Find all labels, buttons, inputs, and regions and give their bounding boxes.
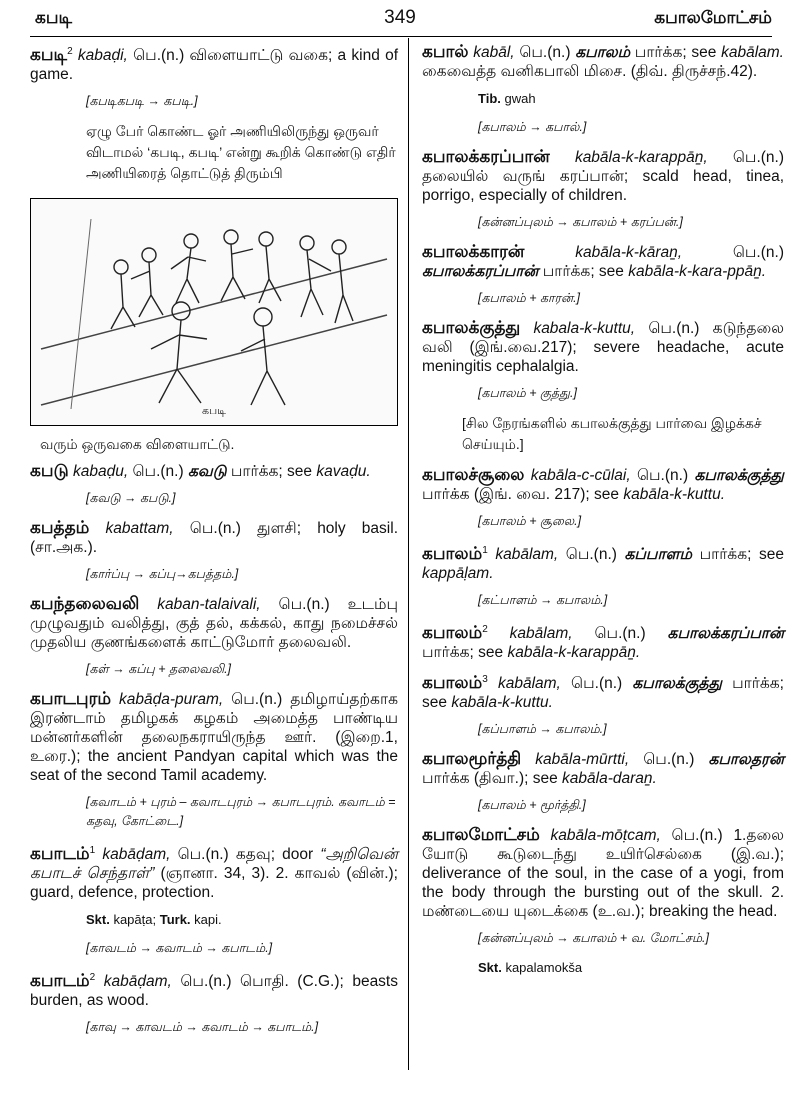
- headword: கபாடம்: [30, 844, 90, 864]
- transliteration: kabāla-mūrtti,: [535, 751, 630, 769]
- header-rule: [30, 36, 772, 37]
- etymology: [கன்னப்புலம் → கபாலம் + கரப்பன்.]: [478, 215, 683, 229]
- headword: கபாலம்: [422, 623, 483, 643]
- definition: பெ.(n.) 1.தலை யோடு கூடுடைந்து உயிர்செல்கை (இ.வ.); deliverance of the soul, in the case of a yogi, from the body through the bursting out of the skull. 2. மண்டையை யுடைக்கை (உ.வ.); breaking the head.: [422, 827, 784, 921]
- transliteration: kabāl,: [473, 44, 515, 61]
- cross-reference: கபாலக்கரப்பான்: [667, 625, 784, 643]
- see-reference: kappāḷam.: [422, 565, 494, 583]
- definition: பெ.(n.) கடுந்தலை வலி (இங்.வை.217); severe headache, acute meningitis cephalalgia.: [422, 320, 785, 375]
- entry-kabadapuram: [30, 689, 398, 785]
- kabaddi-illustration: [30, 198, 398, 426]
- definition: பெ.(n.) துளசி; holy basil. (சா.அக.).: [30, 520, 398, 557]
- cross-reference: கப்பாளம்: [624, 546, 693, 564]
- definition: பெ.(n.): [572, 625, 668, 643]
- definition: பெ.(n.) பொதி. (C.G.); beasts burden, as wood.: [30, 973, 398, 1010]
- transliteration: kabāla-k-karappāṉ,: [574, 149, 708, 166]
- definition-cont: பார்க்க; see: [422, 644, 508, 662]
- etymology: [கபாலம் + காரன்.]: [478, 291, 581, 305]
- definition-cont: பார்க்க; see: [538, 263, 629, 280]
- see-reference: kabāla-k-kara-ppāṉ.: [628, 263, 767, 280]
- entry-kabadu: [30, 461, 398, 481]
- cross-reference: கபாலக்கரப்பான்: [422, 263, 539, 280]
- definition-cont: பார்க்க (இங். வை. 217); see: [422, 486, 624, 503]
- etymology: [கபடிகபடி → கபடி.]: [86, 94, 198, 109]
- entry-kabalakkarappan: [422, 147, 784, 205]
- entry-kabantalaivali: [30, 594, 398, 652]
- headword: கபாலக்காரன்: [422, 242, 525, 261]
- definition: பெ.(n.): [630, 467, 695, 484]
- entry-kabalamurtti: [422, 749, 784, 788]
- column-divider: [408, 38, 409, 1070]
- cognate-word: gwah: [500, 91, 536, 106]
- headword: கபாடபுரம்: [30, 689, 112, 709]
- transliteration: kabala-k-kuttu,: [533, 320, 636, 337]
- quotation: “அறிவென் கபாடச் செந்தாள்”: [30, 846, 398, 883]
- homonym-number: 2: [482, 624, 488, 636]
- etymology: [கள் → கப்பு + தலைவலி.]: [86, 662, 232, 677]
- definition: பெ.(n.): [558, 546, 625, 564]
- headword: கபாலக்குத்து: [422, 318, 521, 337]
- etymology: [கபாலம் → கபால்.]: [478, 120, 587, 134]
- cross-reference: கவடு: [187, 463, 227, 481]
- transliteration: kabāla-c-cūlai,: [530, 467, 631, 484]
- lang-abbrev: Turk.: [159, 912, 191, 928]
- definition-cont: (ஞானா. 34, 3). 2. காவல் (வின்.); guard, defence, protection.: [30, 865, 398, 902]
- cross-reference: கபாலக்குத்து: [694, 467, 784, 484]
- entry-kabalam-3: [422, 670, 784, 712]
- cognate-note: [478, 958, 784, 977]
- entry-kabal: [422, 42, 784, 81]
- entry-kabalam-1: [422, 541, 784, 583]
- left-column: [30, 42, 398, 1047]
- headword: கபாடம்: [30, 971, 90, 991]
- transliteration: kabaḍi,: [77, 47, 128, 65]
- transliteration: kabālam,: [509, 625, 573, 643]
- entry-kabadam-2: [30, 968, 398, 1010]
- see-reference: kabālam.: [721, 44, 784, 61]
- entry-kabadam-1: [30, 841, 398, 902]
- etymology: [கபாலம் + மூர்த்தி.]: [478, 798, 586, 813]
- see-reference: kabāla-daraṉ.: [562, 770, 657, 788]
- cognate-note: [478, 89, 784, 108]
- usage-note: [சில நேரங்களில் கபாலக்குத்து பார்வை இழக்கச் செய்யும்.]: [462, 415, 762, 452]
- entry-kabalamotcam: [422, 825, 784, 921]
- definition-cont: பார்க்க; see: [226, 463, 317, 481]
- etymology: [கவாடம் + புரம் – கவாடபுரம் → கபாடபுரம். கவாடம் = கதவு, கோட்டை.]: [86, 795, 396, 829]
- definition-cont: கைவைத்த வனிகபாலி மிசை. (திவ். திருச்சந்.42).: [422, 63, 758, 80]
- cognate-word: kapi.: [190, 912, 222, 928]
- definition-cont: பார்க்க; see: [692, 546, 784, 564]
- headword: கபாலம்: [422, 673, 483, 693]
- headword: கபந்தலைவலி: [30, 594, 140, 614]
- headword: கபாலக்கரப்பான்: [422, 147, 550, 166]
- definition: பெ.(n.): [560, 675, 633, 693]
- kabaddi-players-drawing: [31, 199, 397, 425]
- cognate-note: [86, 910, 398, 929]
- transliteration: kabālam,: [495, 546, 559, 564]
- cross-reference: கபாலதரன்: [708, 751, 784, 769]
- cognate-word: kapāṭa;: [109, 912, 160, 928]
- definition: பெ.(n.): [128, 463, 188, 481]
- definition: பெ.(n.) தமிழாய்தற்காக இரண்டாம் தமிழகக் கழகம் அமைத்த பாண்டிய மன்னர்களின் தலைநகராயிருந்த ஊர். (இறை.1, உரை.); the ancient Pandyan capital which was the seat of the second Tamil academy.: [30, 691, 398, 785]
- lang-abbrev: Skt.: [86, 912, 110, 928]
- etymology: [கபாலம் + குத்து.]: [478, 386, 577, 400]
- entry-kabalam-2: [422, 620, 784, 662]
- homonym-number: 3: [482, 674, 488, 686]
- headword: கபாலச்சூலை: [422, 465, 525, 484]
- transliteration: kabāla-mōṭcam,: [550, 827, 661, 845]
- headword: கபத்தம்: [30, 518, 90, 538]
- see-reference: kavaḍu.: [316, 463, 371, 481]
- etymology: [காவடம் → கவாடம் → கபாடம்.]: [86, 941, 273, 956]
- entry-kabalaccoolai: [422, 465, 784, 504]
- transliteration: kabālam,: [497, 675, 561, 693]
- see-reference: kabāla-k-karappāṉ.: [507, 644, 641, 662]
- definition: பெ.(n.) கதவு; door: [170, 846, 321, 864]
- transliteration: kabaḍu,: [73, 463, 129, 481]
- transliteration: kabattam,: [105, 520, 174, 538]
- definition: பெ.(n.) உடம்பு முழுவதும் வலித்து, குத் தல், கக்கல், காது நமைச்சல் முதலிய குணங்களைக் காட்டுமோர் தலைவலி.: [30, 596, 398, 652]
- etymology: [கார்ப்பு → கப்பு→கபத்தம்.]: [86, 567, 239, 582]
- page-number: 349: [384, 7, 416, 28]
- transliteration: kabāḍam,: [102, 846, 171, 864]
- etymology: [கப்பாளம் → கபாலம்.]: [478, 722, 607, 737]
- definition-cont: பார்க்க; see: [422, 675, 784, 712]
- headword: கபடி: [30, 45, 68, 65]
- transliteration: kaban-talaivali,: [157, 596, 261, 614]
- see-reference: kabāla-k-kuttu.: [451, 694, 553, 712]
- etymology: [காவு → காவடம் → கவாடம் → கபாடம்.]: [86, 1020, 319, 1035]
- cross-reference: கபாலம்: [575, 44, 631, 61]
- headword: கபாலமோட்சம்: [422, 825, 540, 845]
- homonym-number: 1: [89, 845, 96, 857]
- entry-kabattam: [30, 518, 398, 557]
- homonym-number: 2: [89, 972, 96, 984]
- header-right-word: கபாலமோட்சம்: [654, 8, 772, 27]
- homonym-number: 2: [67, 46, 73, 57]
- entry-kabalakkuttu: [422, 318, 784, 376]
- definition-cont: பார்க்க; see: [630, 44, 722, 61]
- entry-kabalakkaran: [422, 242, 784, 281]
- etymology: [கபாலம் + சூலை.]: [478, 514, 582, 528]
- definition: பெ.(n.) விளையாட்டு வகை; a kind of game.: [30, 47, 399, 84]
- transliteration: kabāla-k-kāraṉ,: [575, 244, 683, 261]
- lang-abbrev: Tib.: [478, 91, 501, 106]
- headword: கபாலமூர்த்தி: [422, 749, 522, 769]
- etymology: [கட்பாளம் → கபாலம்.]: [478, 593, 608, 608]
- page-header: [0, 0, 800, 40]
- cognate-word: kapalamokša: [501, 960, 583, 976]
- description-paragraph: ஏழு பேர் கொண்ட ஓர் அணியிலிருந்து ஒருவர் விடாமல் ‘கபடி, கபடி’ என்று கூறிக் கொண்டு எதிர் அணியிரைத் தொட்டுத் திரும்பி: [86, 123, 396, 182]
- header-left-word: கபடி: [35, 8, 73, 27]
- definition: பெ.(n.): [629, 751, 709, 769]
- entry-kabadi-2: [30, 42, 398, 84]
- figure-caption: கபடி: [202, 405, 226, 418]
- definition: பெ.(n.): [514, 44, 576, 61]
- definition: பெ.(n.): [682, 244, 784, 261]
- homonym-number: 1: [482, 545, 488, 556]
- headword: கபடு: [30, 461, 69, 481]
- right-column: [422, 42, 784, 987]
- etymology: [கன்னப்புலம் → கபாலம் + வ. மோட்சம்.]: [478, 931, 709, 946]
- cross-reference: கபாலக்குத்து: [632, 675, 722, 693]
- headword: கபால்: [422, 42, 469, 61]
- definition-cont: பார்க்க (திவா.); see: [422, 770, 563, 788]
- definition: பெ.(n.) தலையில் வருங் கரப்பான்; scald head, tinea, porrigo, especially of children.: [422, 149, 784, 204]
- lang-abbrev: Skt.: [478, 960, 502, 976]
- transliteration: kabāḍa-puram,: [118, 691, 224, 709]
- etymology: [கவடு → கபடு.]: [86, 491, 176, 506]
- see-reference: kabāla-k-kuttu.: [623, 486, 726, 503]
- description-continuation: வரும் ஒருவகை விளையாட்டு.: [40, 436, 235, 453]
- transliteration: kabāḍam,: [103, 973, 172, 991]
- headword: கபாலம்: [422, 544, 483, 564]
